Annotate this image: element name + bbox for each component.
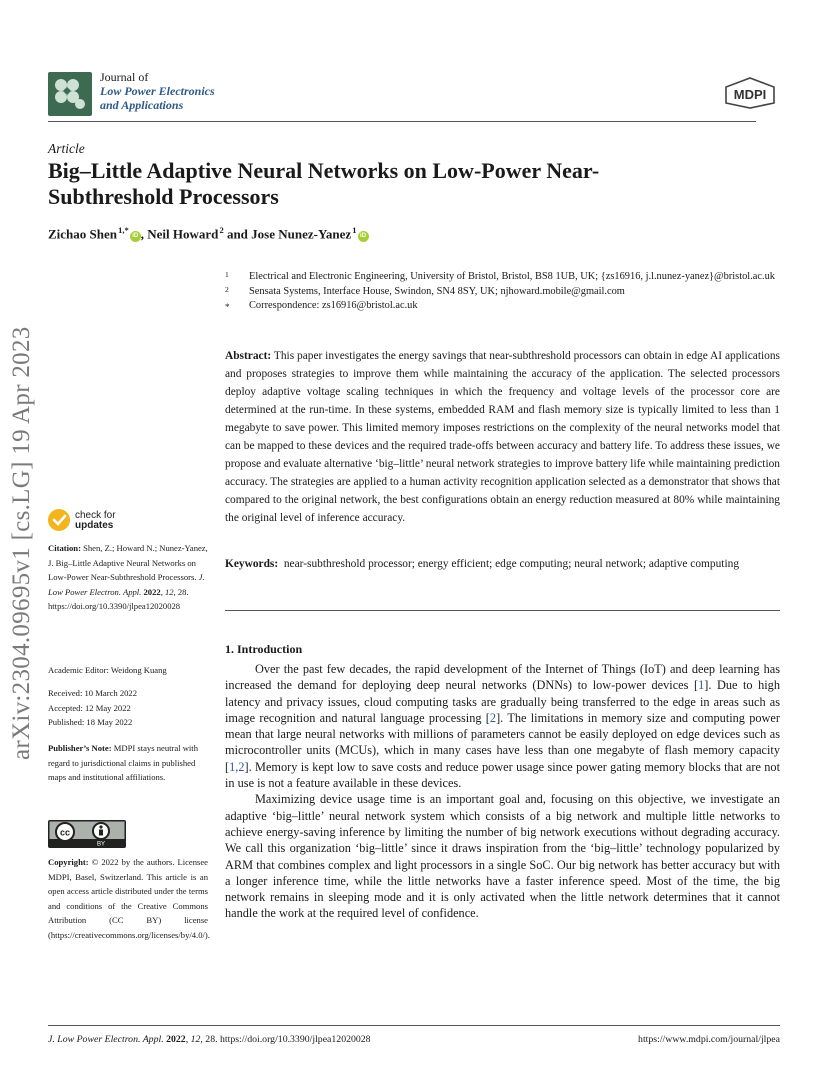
affiliation-text: Correspondence: zs16916@bristol.ac.uk [249,300,418,312]
author-list [48,225,369,242]
header-rule [48,121,756,122]
keywords [225,555,780,573]
affiliation-marker: 1 [225,270,229,279]
footer-url[interactable]: https://www.mdpi.com/journal/jlpea [638,1034,780,1045]
keywords-label: Keywords: [225,558,279,570]
journal-logo [48,72,92,116]
publishers-note-text: MDPI stays neutral with regard to jurisdictional claims in published maps and institutional affiliations. [48,743,198,783]
author-conjunction: and [223,226,252,242]
copyright-notice [48,855,208,943]
svg-text:BY: BY [96,841,106,848]
paragraph-text: ]. Due to high latency and privacy issues, cloud computing tasks are gradually being transferred to the edge in areas such as image recognition and natural language processing [ [225,678,780,725]
section-heading: 1. Introduction [225,642,303,656]
footer-journal: J. Low Power Electron. Appl. [48,1034,164,1045]
affiliation-marker: * [225,302,230,313]
check-updates-line2: updates [75,520,114,531]
affiliation-marker: 2 [225,284,229,294]
paper-title: Big–Little Adaptive Neural Networks on Low-Power Near-Subthreshold Processors [48,158,600,209]
abstract-text: This paper investigates the energy savings that near-subthreshold processors can obtain in edge AI applications and proposes strategies to improve them while maintaining the accuracy of the application. The selected processors deploy adaptive voltage scaling techniques in which the frequency and voltage levels of the processor core are determined at the run-time. In these systems, embedded RAM and flash memory size is typically limited to less than 1 megabyte to save power. This limited memory imposes restrictions on the complexity of the neural networks model that can be mapped to these devices and the required trade-offs between accuracy and battery life. To address these issues, we propose and evaluate alternative ‘big–little’ neural network strategies to improve battery life while maintaining prediction accuracy. The strategies are applied to a human activity recognition application selected as a demonstrator that shows that compared to the original network, the best configurations obtain an energy reduction measured at 80% while maintaining the original level of inference accuracy. [225,350,780,524]
check-for-updates-label [75,511,116,531]
orcid-icon[interactable]: iD [130,231,141,242]
author-name: Jose Nunez-Yanez [251,226,352,242]
keywords-text: near-subthreshold processor; energy efficient; edge computing; neural network; adaptive computing [283,558,740,570]
affiliation-item [225,299,775,314]
journal-name-line3: and Applications [100,98,184,112]
published-date: Published: 18 May 2022 [48,717,133,728]
affiliation-text: Electrical and Electronic Engineering, University of Bristol, Bristol, BS8 1UB, UK; {zs16916, j.l.nunez-yanez}@bristol.ac.uk [249,271,775,282]
citation-link[interactable]: 2 [489,710,497,725]
affiliation-item [225,285,775,300]
check-updates-line1: check for [75,510,116,521]
citation-label: Citation: [48,543,81,553]
section-rule [225,610,780,611]
footer-volume: 12 [190,1034,201,1045]
affiliation-item [225,270,775,285]
author-name: Neil Howard [147,226,219,242]
footer-citation: J. Low Power Electron. Appl. 2022, 12, 28. https://doi.org/10.3390/jlpea12020028 [48,1034,371,1045]
accepted-date: Accepted: 12 May 2022 [48,702,131,713]
svg-text:cc: cc [59,827,71,838]
introduction-body [225,661,780,922]
arxiv-stamp: arXiv:2304.09695v1 [cs.LG] 19 Apr 2023 [8,326,35,760]
academic-editor: Academic Editor: Weidong Kuang [48,665,167,675]
journal-name-line2: Low Power Electronics [100,84,215,98]
journal-name [100,70,215,112]
publishers-note-label: Publisher’s Note: [48,743,112,753]
author-affil-sup: 1,* [118,225,129,235]
citation-box: Citation: Shen, Z.; Howard N.; Nunez-Yanez, J. Big–Little Adaptive Neural Networks on Low-Power Near-Subthreshold Processors. J. Low Power Electron. Appl. 2022, 12, 28. https://doi.org/10.3390/jlpea12020028 [48,543,208,612]
author-affil-sup: 2 [219,225,224,235]
citation-year: 2022 [143,586,161,597]
paragraph [225,661,780,791]
publishers-note [48,741,208,785]
author-name: Zichao Shen [48,226,117,242]
paragraph-text: ]. Memory is kept low to save costs and reduce power usage since power gating memory blocks that are not in use is not a feature available in these devices. [225,759,780,791]
footer-year: 2022 [166,1034,186,1045]
check-icon [48,509,70,531]
citation-text: Shen, Z.; Howard N.; Nunez-Yanez, J. Big–Little Adaptive Neural Networks on Low-Power Near-Subthreshold Processors. [48,543,208,583]
citation-doi: , 28. https://doi.org/10.3390/jlpea12020028 [48,586,189,612]
abstract [225,347,780,527]
copyright-label: Copyright: [48,857,89,867]
citation-link[interactable]: 1 [698,678,705,693]
affiliation-text: Sensata Systems, Interface House, Swindon, SN4 8SY, UK; njhoward.mobile@gmail.com [249,285,625,297]
orcid-icon[interactable]: iD [358,231,369,242]
cc-license-icon [48,820,126,848]
citation-journal: J. Low Power Electron. Appl. [48,572,205,597]
footer-doi: , 28. https://doi.org/10.3390/jlpea12020028 [200,1034,371,1045]
journal-logo-icon [53,77,87,111]
mdpi-logo [722,77,778,109]
article-type: Article [48,141,85,156]
paragraph-text: ]. The limitations in memory size and computing power mean that large neural networks with millions of parameters cannot be easily deployed on edge devices such as microcontroller units (MCUs), which in many cases have less than one megabyte of flash memory capacity [ [225,710,780,774]
citation-volume: 12 [164,586,174,597]
paragraph: Maximizing device usage time is an important goal and, focusing on this objective, we investigate an adaptive ‘big–little’ neural network system which consists of a big network and multiple little networks to achieve energy-saving inference by limiting the number of big network executions without degrading accuracy. We call this organization ‘big–little’ since it draws inspiration from the ‘big–little’ technology popularized by ARM that combines complex and light processors in a single SoC. Our big network has better accuracy but with a longer inference time, while the little networks have a faster inference speed. Most of the time, the big network remains in sleeping mode and it is only activated when the little network determines that it cannot handle the work at the required level of confidence. [225,792,780,921]
author-affil-sup: 1 [352,225,357,235]
journal-name-line1: Journal of [100,70,149,84]
copyright-text: © 2022 by the authors. Licensee MDPI, Basel, Switzerland. This article is an open access article distributed under the terms and conditions of the Creative Commons Attribution (CC BY) license (https://creativecommons.org/licenses/by/4.0/). [48,857,210,940]
paragraph-text: Over the past few decades, the rapid development of the Internet of Things (IoT) and deep learning has increased the demand for deploying deep neural networks (DNNs) to low-power devices [ [225,662,780,693]
author-separator: , [140,226,148,242]
abstract-label: Abstract: [225,350,272,362]
received-date: Received: 10 March 2022 [48,688,138,698]
check-for-updates-badge[interactable] [48,507,128,535]
citation-link[interactable]: 1,2 [229,759,245,774]
cc-by-license-badge[interactable] [48,820,126,848]
publication-dates [48,686,208,730]
affiliations [225,270,775,314]
footer-rule [48,1025,780,1026]
svg-text:MDPI: MDPI [733,87,767,102]
